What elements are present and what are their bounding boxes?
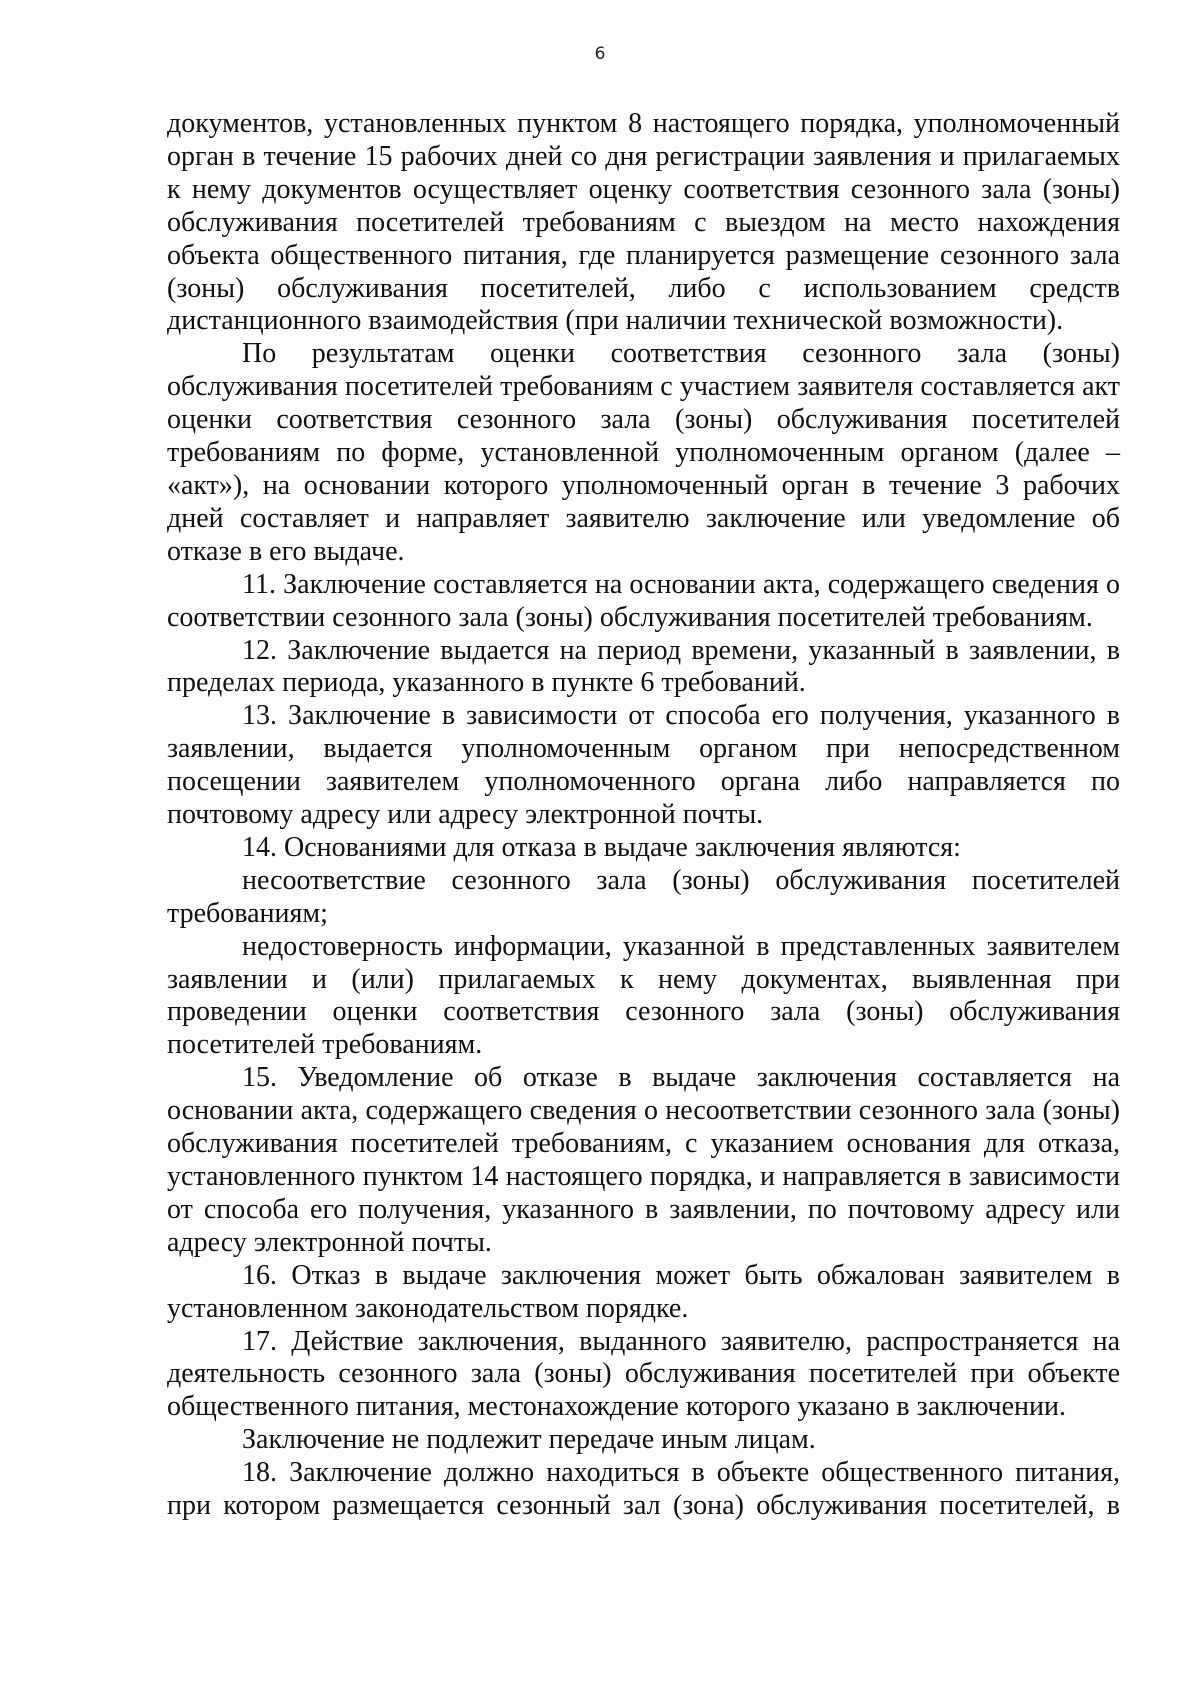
paragraph-assessment-results: По результатам оценки соответствия сезонного зала (зоны) обслуживания посетителей требованиям с участием заявителя составляется акт оценки соответствия сезонного зала (зоны) обслуживания посетителей требованиям по форме, установленной уполномоченным органом (далее – «акт»), на основании которого уполномоченный орган в течение 3 рабочих дней составляет и направляет заявителю заключение или уведомление об отказе в его выдаче. <box>167 338 1120 567</box>
paragraph-item-11: 11. Заключение составляется на основании акта, содержащего сведения о соответствии сезонного зала (зоны) обслуживания посетителей требованиям. <box>167 568 1120 633</box>
paragraph-item-14: 14. Основаниями для отказа в выдаче заключения являются: <box>242 831 961 863</box>
paragraph-item-12: 12. Заключение выдается на период времени, указанный в заявлении, в пределах периода, указанного в пункте 6 требований. <box>167 634 1120 699</box>
paragraph-item-13: 13. Заключение в зависимости от способа его получения, указанного в заявлении, выдается уполномоченным органом при непосредственном посещении заявителем уполномоченного органа либо направляется по почтовому адресу или адресу электронной почты. <box>167 700 1120 831</box>
paragraph-item-15: 15. Уведомление об отказе в выдаче заключения составляется на основании акта, содержащего сведения о несоответствии сезонного зала (зоны) обслуживания посетителей требованиям, с указанием основания для отказа, установленного пунктом 14 настоящего порядка, и направляется в зависимости от способа его получения, указанного в заявлении, по почтовому адресу или адресу электронной почты. <box>167 1062 1120 1258</box>
paragraph-continuation: документов, установленных пунктом 8 настоящего порядка, уполномоченный орган в течение 15 рабочих дней со дня регистрации заявления и прилагаемых к нему документов осуществляет оценку соответствия сезонного зала (зоны) обслуживания посетителей требованиям с выездом на место нахождения объекта общественного питания, где планируется размещение сезонного зала (зоны) обслуживания посетителей, либо с использованием средств дистанционного взаимодействия (при наличии технической возможности). <box>167 108 1120 337</box>
page-number: 6 <box>594 44 606 64</box>
paragraph-item-18: 18. Заключение должно находиться в объекте общественного питания, при котором размещается сезонный зал (зона) обслуживания посетителей, в <box>167 1457 1120 1522</box>
paragraph-item-17: 17. Действие заключения, выданного заявителю, распространяется на деятельность сезонного зала (зоны) обслуживания посетителей при объекте общественного питания, местонахождение которого указано в заключении. <box>167 1325 1120 1423</box>
paragraph-no-transfer: Заключение не подлежит передаче иным лицам. <box>242 1424 816 1456</box>
paragraph-item-16: 16. Отказ в выдаче заключения может быть обжалован заявителем в установленном законодательством порядке. <box>167 1259 1120 1324</box>
paragraph-refusal-ground-1: несоответствие сезонного зала (зоны) обслуживания посетителей требованиям; <box>167 864 1120 929</box>
paragraph-refusal-ground-2: недостоверность информации, указанной в представленных заявителем заявлении и (или) прилагаемых к нему документах, выявленная при проведении оценки соответствия сезонного зала (зоны) обслуживания посетителей требованиям. <box>167 930 1120 1061</box>
document-body <box>167 108 1120 1523</box>
